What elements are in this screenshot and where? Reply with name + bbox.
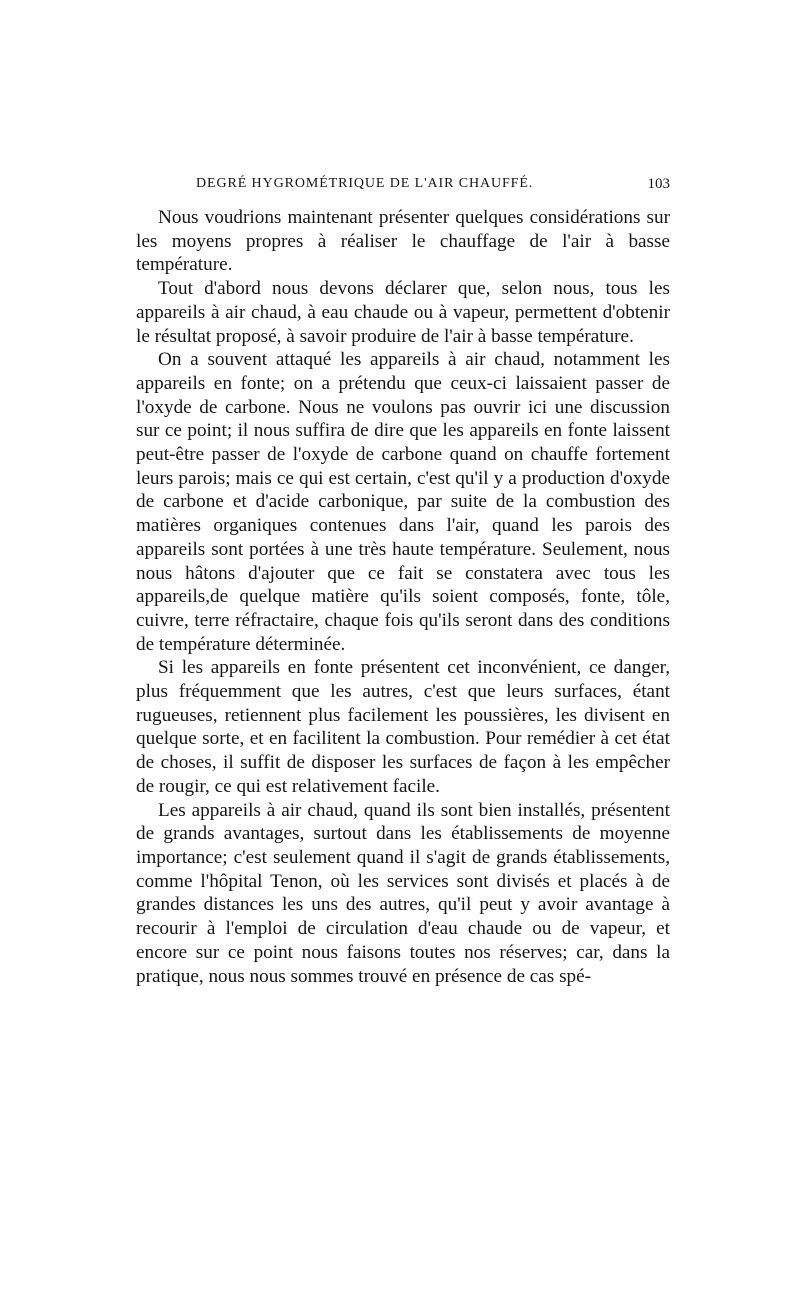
body-text: [136, 206, 670, 988]
paragraph-5: Les appareils à air chaud, quand ils sont bien installés, présentent de grands avantages, surtout dans les établissements de moyenne importance; c'est seulement quand il s'agit de grands établissements, comme l'hôpital Tenon, où les services sont divisés et placés à de grandes distances les uns des autres, qu'il peut y avoir avantage à recourir à l'emploi de circulation d'eau chaude ou de vapeur, et encore sur ce point nous faisons toutes nos réserves; car, dans la pratique, nous nous sommes trouvé en présence de cas spé-: [136, 799, 670, 987]
running-head: [136, 176, 670, 200]
page-number: 103: [647, 176, 670, 192]
book-page: [136, 0, 670, 1304]
paragraph-1: Nous voudrions maintenant présenter quelques considérations sur les moyens propres à réaliser le chauffage de l'air à basse température.: [136, 207, 670, 276]
paragraph-2: Tout d'abord nous devons déclarer que, selon nous, tous les appareils à air chaud, à eau chaude ou à vapeur, permettent d'obtenir le résultat proposé, à savoir produire de l'air à basse température.: [136, 278, 670, 347]
paragraph-4: Si les appareils en fonte présentent cet inconvénient, ce danger, plus fréquemment que les autres, c'est que leurs surfaces, étant rugueuses, retiennent plus facilement les poussières, les divisent en quelque sorte, et en facilitent la combustion. Pour remédier à cet état de choses, il suffit de disposer les surfaces de façon à les empêcher de rougir, ce qui est relativement facile.: [136, 657, 670, 797]
running-title: DEGRÉ HYGROMÉTRIQUE DE L'AIR CHAUFFÉ.: [196, 176, 534, 191]
paragraph-3: On a souvent attaqué les appareils à air chaud, notamment les appareils en fonte; on a prétendu que ceux-ci laissaient passer de l'oxyde de carbone. Nous ne voulons pas ouvrir ici une discussion sur ce point; il nous suffira de dire que les appareils en fonte laissent peut-être passer de l'oxyde de carbone quand on chauffe fortement leurs parois; mais ce qui est certain, c'est qu'il y a production d'oxyde de carbone et d'acide carbonique, par suite de la combustion des matières organiques contenues dans l'air, quand les parois des appareils sont portées à une très haute température. Seulement, nous nous hâtons d'ajouter que ce fait se constatera avec tous les appareils,de quelque matière qu'ils soient composés, fonte, tôle, cuivre, terre réfractaire, chaque fois qu'ils seront dans des conditions de température déterminée.: [136, 349, 670, 655]
